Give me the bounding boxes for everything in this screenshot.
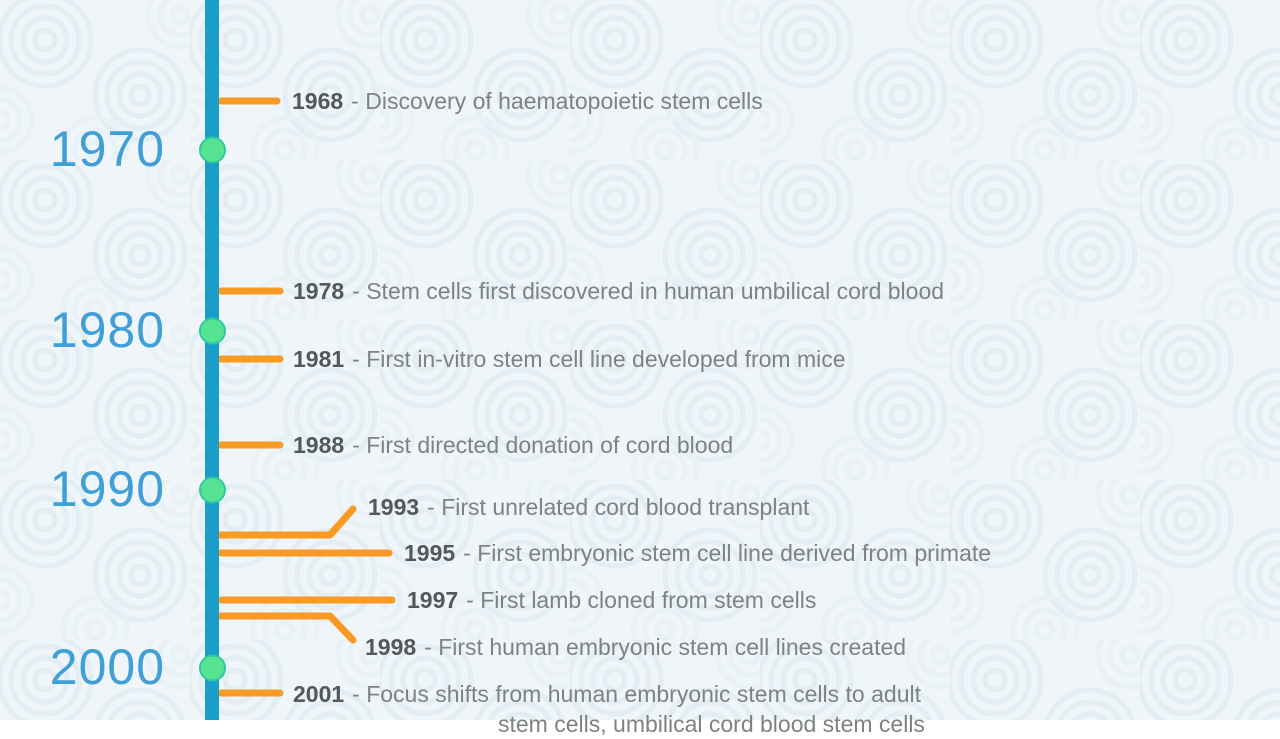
event-year: 1968	[292, 88, 344, 114]
event-text: - First embryonic stem cell line derived from primate	[463, 540, 992, 566]
event-1995	[404, 538, 991, 568]
event-text: - First human embryonic stem cell lines created	[424, 634, 907, 660]
timeline-axis	[205, 0, 219, 720]
event-text: - Stem cells first discovered in human umbilical cord blood	[352, 278, 945, 304]
event-1997	[407, 585, 816, 615]
event-text: - First lamb cloned from stem cells	[466, 587, 817, 613]
event-1993	[368, 492, 809, 522]
event-year: 1995	[404, 540, 456, 566]
timeline-node-2000	[199, 655, 226, 682]
event-1988	[293, 430, 733, 460]
event-1998	[365, 632, 906, 662]
decade-label-1970: 1970	[49, 121, 165, 177]
event-2001	[293, 679, 925, 739]
timeline-node-1990	[199, 477, 226, 504]
event-1978	[293, 276, 944, 306]
event-year: 2001	[293, 681, 345, 707]
timeline-node-1980	[199, 318, 226, 345]
decade-label-2000: 2000	[49, 639, 165, 695]
timeline-node-1970	[199, 137, 226, 164]
event-text: - First unrelated cord blood transplant	[427, 494, 810, 520]
event-text: - Focus shifts from human embryonic stem cells to adult	[352, 681, 921, 707]
event-year: 1993	[368, 494, 420, 520]
event-year: 1998	[365, 634, 417, 660]
decade-label-1980: 1980	[49, 302, 165, 358]
event-text-line2: stem cells, umbilical cord blood stem cells	[498, 711, 925, 737]
event-text: - Discovery of haematopoietic stem cells	[351, 88, 763, 114]
event-year: 1981	[293, 346, 345, 372]
connector-1993	[212, 509, 353, 535]
decade-label-1990: 1990	[49, 461, 165, 517]
event-text: - First directed donation of cord blood	[352, 432, 734, 458]
event-text: - First in-vitro stem cell line developed from mice	[352, 346, 846, 372]
event-year: 1978	[293, 278, 345, 304]
event-1968	[292, 86, 763, 116]
event-year: 1997	[407, 587, 459, 613]
connector-1998	[212, 616, 353, 640]
event-year: 1988	[293, 432, 345, 458]
event-1981	[293, 344, 846, 374]
